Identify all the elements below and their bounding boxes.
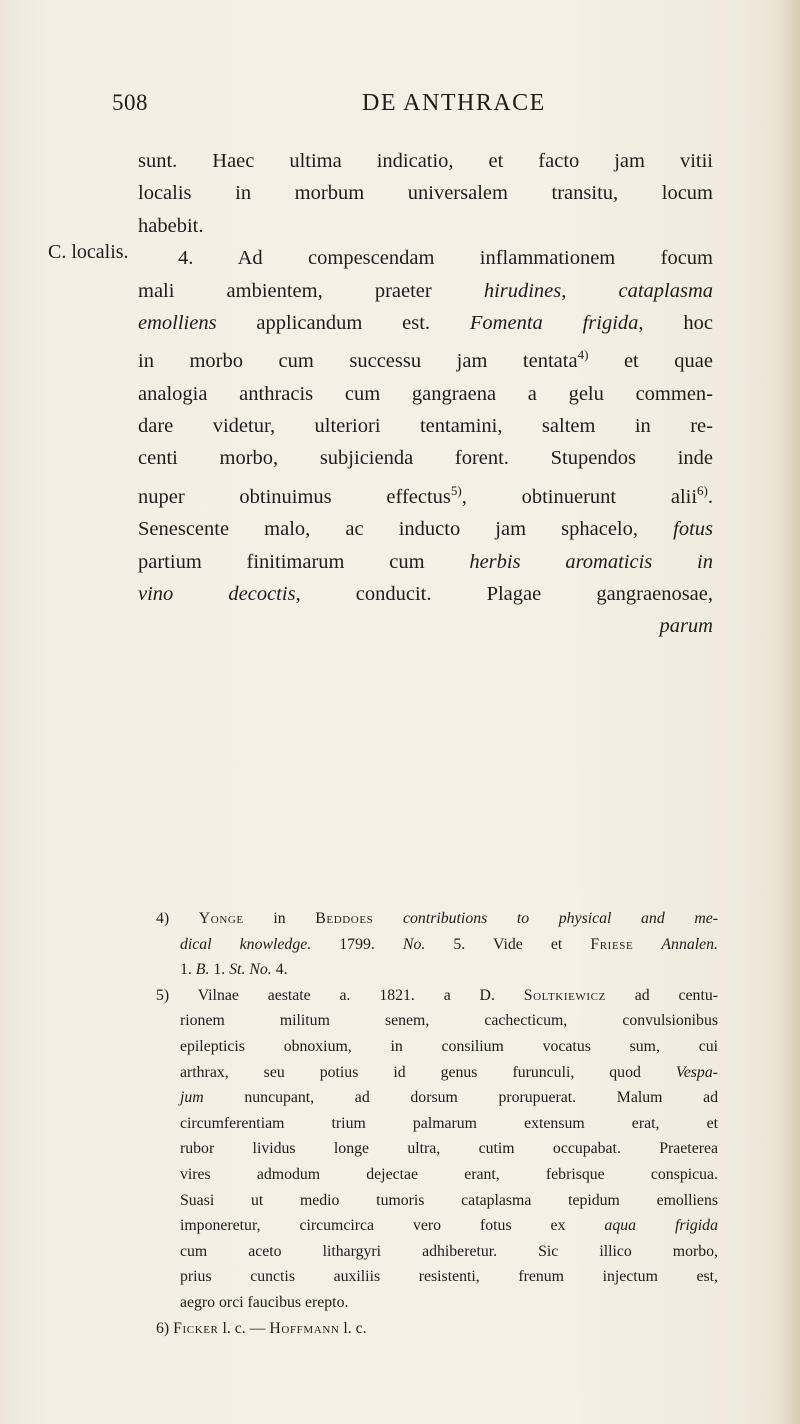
text-line: habebit. [138,214,204,237]
footnote-line: aegro orci faucibus erepto. [180,1293,349,1311]
footnote-ref: 6) [697,482,708,498]
footnote-line: 6) Ficker l. c. — Hoffmann l. c. [156,1319,367,1337]
footnote-line: imponeretur, circumcirca vero fotus ex aqua frigida [180,1217,718,1235]
page-header [112,90,712,130]
text-line: localis in morbum universalem transitu, locum [138,182,713,205]
text-line: in morbo cum successu jam tentata$^{4)}$ et quae [138,347,713,373]
text-line: vino decoctis, conducit. Plagae gangraenosae, [138,582,713,605]
footnote-line: circumferentiam trium palmarum extensum erat, et [180,1114,718,1132]
footnote-line: arthrax, seu potius id genus furunculi, quod Vespa- [180,1063,718,1081]
page-edge-shadow [778,0,800,1424]
margin-note: C. localis. [48,241,129,263]
footnote-line: cum aceto lithargyri adhiberetur. Sic illico morbo, [180,1242,718,1260]
footnote-ref: 4) [577,347,589,363]
footnote-line: jum nuncupant, ad dorsum prorupuerat. Malum ad [180,1089,718,1107]
footnote-line: vires admodum dejectae erant, febrisque conspicua. [180,1165,718,1183]
footnote-line: rubor lividus longe ultra, cutim occupabat. Praeterea [180,1140,718,1158]
footnote-line: 5) Vilnae aestate a. 1821. a D. Soltkiewicz ad centu- [156,986,718,1004]
text-line: sunt. Haec ultima indicatio, et facto jam vitii [138,150,713,172]
text-line: centi morbo, subjicienda forent. Stupendos inde [138,447,713,470]
text-line: dare videtur, ulteriori tentamini, saltem in re- [138,415,713,438]
footnote-line: dical knowledge. 1799. No. 5. Vide et Friese Annalen. [180,935,718,953]
footnotes [138,906,718,1341]
footnote-line: epilepticis obnoxium, in consilium vocatus sum, cui [180,1037,718,1055]
main-text [138,145,713,643]
text-line: nuper obtinuimus effectus$^{5)}$, obtinuerunt alii$^{6)}$. [138,482,713,508]
text-line: partium finitimarum cum herbis aromaticis in [138,550,713,573]
running-head: DE ANTHRACE [362,90,546,116]
text-line: Senescente malo, ac inducto jam sphacelo, fotus [138,518,713,541]
catchword: parum [659,615,713,638]
page-number: 508 [112,90,148,115]
footnote-line: prius cunctis auxiliis resistenti, frenum injectum est, [180,1268,718,1286]
footnote-ref: 5) [450,482,462,498]
text-line: mali ambientem, praeter hirudines, cataplasma [138,279,713,302]
footnote-line: 1. B. 1. St. No. 4. [180,961,288,979]
footnote-line: 4) Yonge in Beddoes contributions to physical and me- [156,910,719,927]
text-line: analogia anthracis cum gangraena a gelu commen- [138,382,713,405]
text-line: 4. Ad compescendam inflammationem focum [178,247,713,270]
text-line: emolliens applicandum est. Fomenta frigida, hoc [138,312,713,335]
footnote-line: Suasi ut medio tumoris cataplasma tepidum emolliens [180,1191,718,1209]
footnote-line: rionem militum senem, cachecticum, convulsionibus [180,1012,718,1030]
